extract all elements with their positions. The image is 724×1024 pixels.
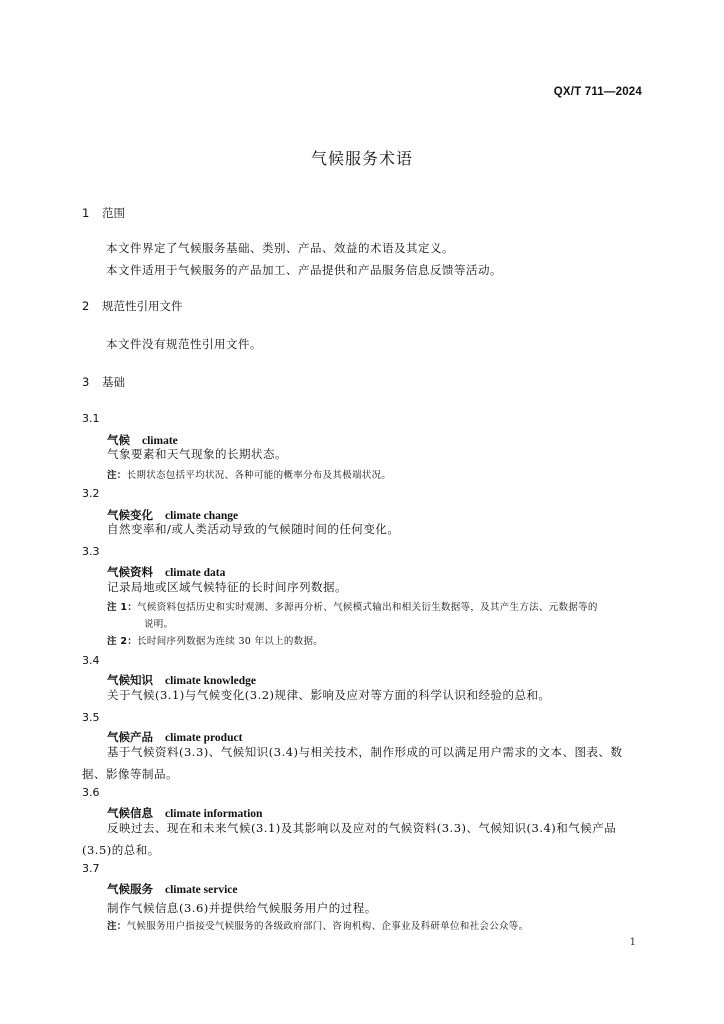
section-number: 2 [82,299,90,313]
term-english: climate knowledge [165,675,257,687]
term-number: 3.3 [82,545,100,558]
term-note: 注 2：长时间序列数据为连续 30 年以上的数据。 [107,636,324,647]
term-number: 3.1 [82,412,100,425]
term-chinese: 气候变化 [107,508,153,522]
term-english: climate [142,435,178,447]
term-number: 3.2 [82,487,100,500]
term-note: 注：气候服务用户指接受气候服务的各级政府部门、咨询机构、企事业及科研单位和社会公众等。 [107,921,529,932]
term-english: climate data [165,567,226,579]
term-definition: 自然变率和/或人类活动导致的气候随时间的任何变化。 [107,522,400,536]
term-note: 注 1：气候资料包括历史和实时观测、多源再分析、气候模式输出和相关衍生数据等，及其产生方法、元数据等的 说明。 [107,602,598,630]
term-definition: 基于气候资料(3.3)、气候知识(3.4)与相关技术，制作形成的可以满足用户需求的文本、图表、数据、影像等制品。 [82,745,623,781]
term-definition: 制作气候信息(3.6)并提供给气候服务用户的过程。 [107,901,377,915]
term-entry [107,881,237,897]
term-english: climate service [165,884,238,896]
term-definition: 关于气候(3.1)与气候变化(3.2)规律、影响及应对等方面的科学认识和经验的总和。 [107,688,551,702]
document-title: 气候服务术语 [310,149,413,168]
scope-paragraph-2: 本文件适用于气候服务的产品加工、产品提供和产品服务信息反馈等活动。 [106,263,502,277]
section-heading-normative [82,298,183,314]
standard-code: QX/T 711—2024 [553,86,642,98]
term-chinese: 气候服务 [107,882,153,896]
term-note: 注：长期状态包括平均状况、各种可能的概率分布及其极端状况。 [107,470,392,481]
term-chinese: 气候信息 [107,806,153,820]
term-chinese: 气候资料 [107,565,153,579]
scope-paragraph-1: 本文件界定了气候服务基础、类别、产品、效益的术语及其定义。 [106,241,454,255]
term-definition: 反映过去、现在和未来气候(3.1)及其影响以及应对的气候资料(3.3)、气候知识(3.4)和气候产品(3.5)的总和。 [82,821,617,857]
term-chinese: 气候 [107,433,130,447]
term-number: 3.6 [82,786,100,799]
section-title: 规范性引用文件 [102,299,183,313]
term-chinese: 气候知识 [107,673,153,687]
term-number: 3.5 [82,711,100,724]
section-number: 1 [82,206,90,220]
section-title: 基础 [102,375,125,389]
term-number: 3.7 [82,862,100,875]
section-number: 3 [82,375,90,389]
term-definition: 气象要素和天气现象的长期状态。 [107,447,287,461]
section-heading-basics [82,374,125,390]
term-number: 3.4 [82,654,100,667]
term-english: climate change [165,510,239,522]
section-title: 范围 [102,206,125,220]
section-heading-scope [82,205,125,221]
page-number: 1 [629,937,636,948]
term-english: climate product [165,732,243,744]
normative-paragraph: 本文件没有规范性引用文件。 [106,337,262,351]
term-chinese: 气候产品 [107,730,153,744]
term-definition: 记录局地或区域气候特征的长时间序列数据。 [107,580,347,594]
term-english: climate information [165,808,263,820]
